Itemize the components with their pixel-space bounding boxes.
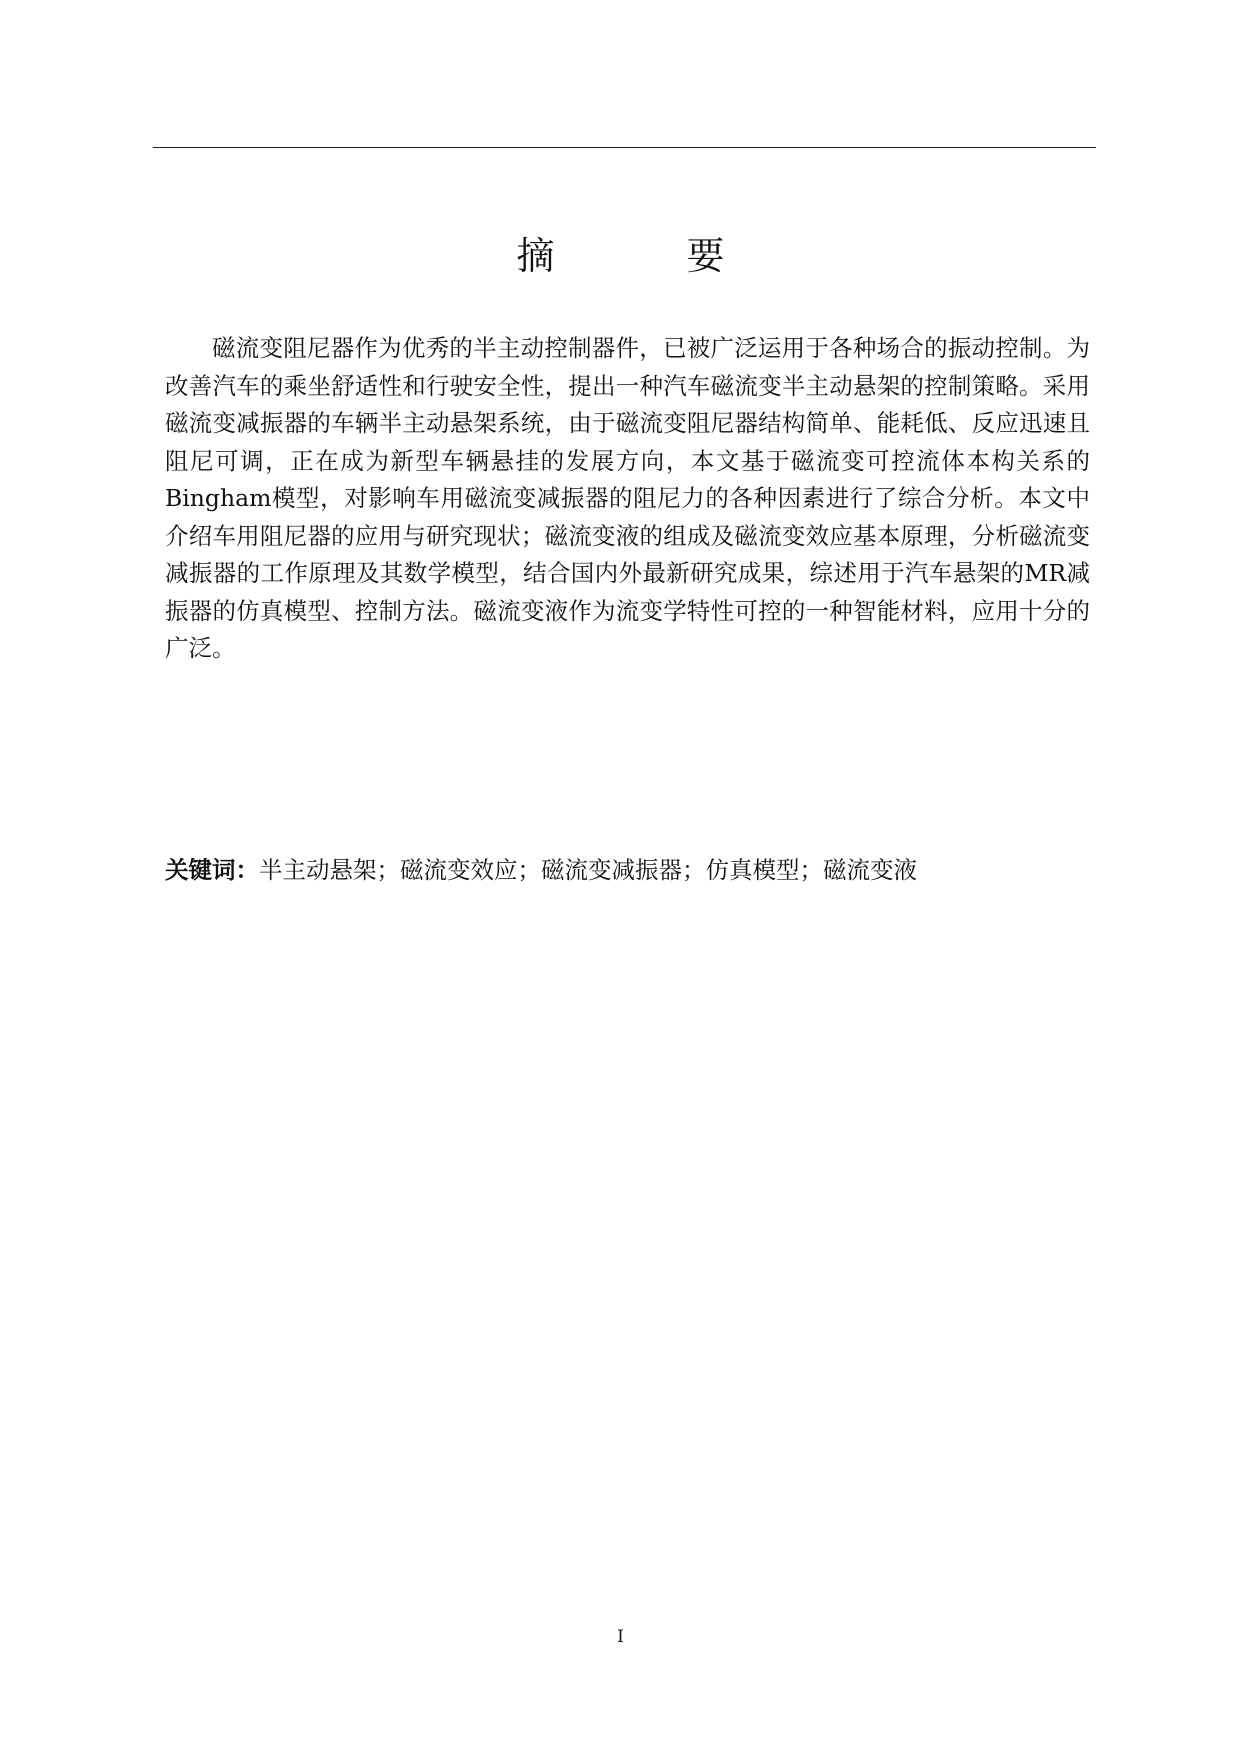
keywords-text: 半主动悬架；磁流变效应；磁流变减振器；仿真模型；磁流变液 <box>259 856 917 884</box>
keywords-label: 关键词： <box>165 856 259 884</box>
header-rule <box>153 147 1096 148</box>
page-title: 摘 要 <box>516 234 785 278</box>
keywords-line <box>165 852 1090 888</box>
abstract-paragraph: 磁流变阻尼器作为优秀的半主动控制器件，已被广泛运用于各种场合的振动控制。为改善汽车的乘坐舒适性和行驶安全性，提出一种汽车磁流变半主动悬架的控制策略。采用磁流变减振器的车辆半主动悬架系统，由于磁流变阻尼器结构简单、能耗低、反应迅速且阻尼可调，正在成为新型车辆悬挂的发展方向，本文基于磁流变可控流体本构关系的Bingham模型，对影响车用磁流变减振器的阻尼力的各种因素进行了综合分析。本文中介绍车用阻尼器的应用与研究现状；磁流变液的组成及磁流变效应基本原理，分析磁流变减振器的工作原理及其数学模型，结合国内外最新研究成果，综述用于汽车悬架的MR减振器的仿真模型、控制方法。磁流变液作为流变学特性可控的一种智能材料，应用十分的广泛。 <box>165 334 1090 662</box>
page-number: I <box>617 1627 624 1647</box>
